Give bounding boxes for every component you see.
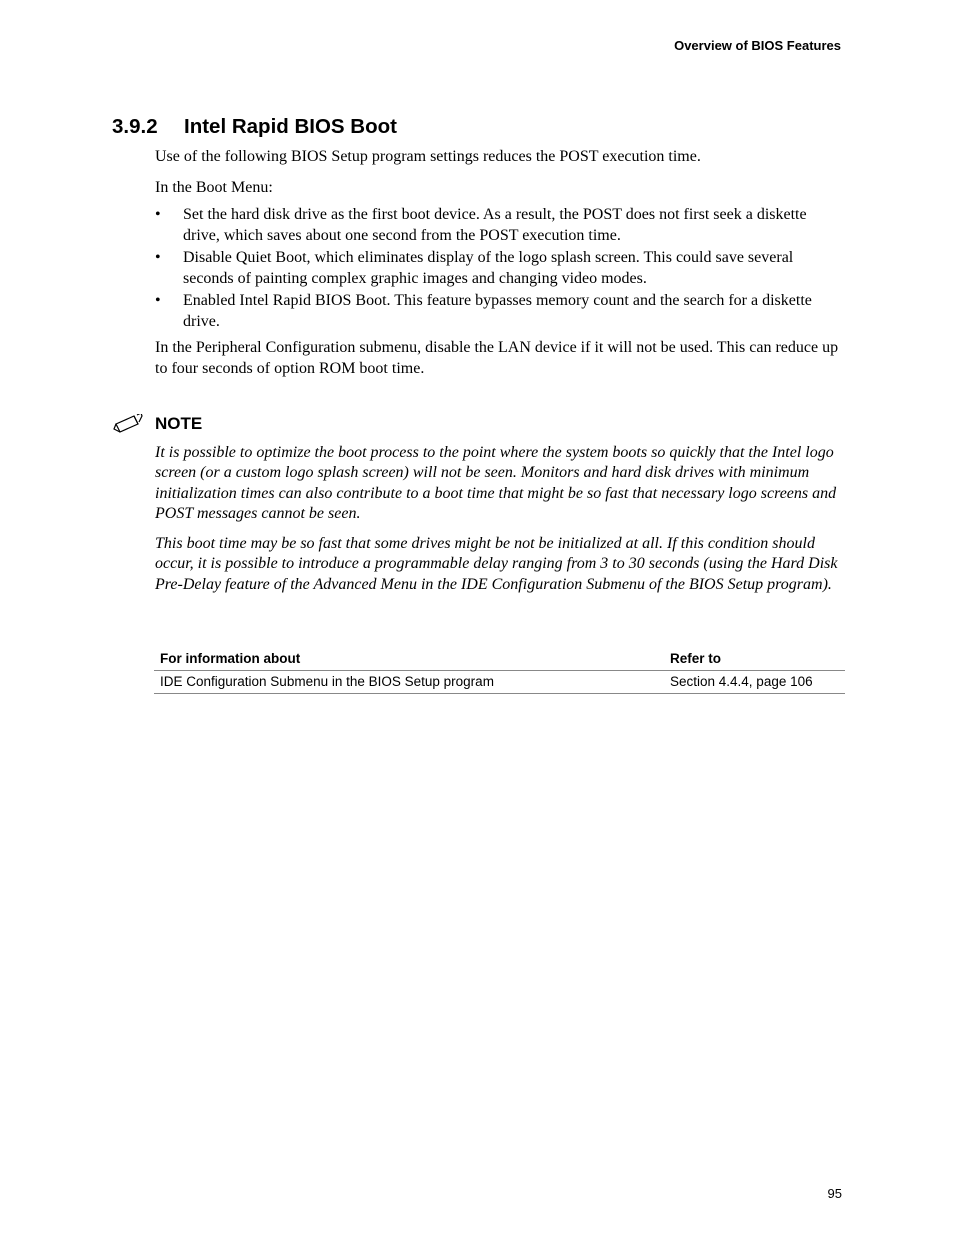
pencil-icon — [113, 414, 143, 434]
section-number: 3.9.2 — [112, 115, 158, 138]
table-cell: Section 4.4.4, page 106 — [664, 671, 845, 694]
peripheral-paragraph: In the Peripheral Configuration submenu, disable the LAN device if it will not be used. This can reduce up to four seconds of option ROM boot time. — [155, 339, 839, 377]
section-title: Intel Rapid BIOS Boot — [184, 115, 397, 138]
note-paragraph: It is possible to optimize the boot process to the point where the system boots so quickly that the Intel logo screen (or a custom logo splash screen) will not be seen. Monitors and hard disk drives with minimum initialization times can also contribute to a boot time that might be so fast that necessary logo screens and POST messages cannot be seen. — [155, 444, 837, 522]
list-item-text: Set the hard disk drive as the first boot device. As a result, the POST does not first seek a diskette drive, which saves about one second from the POST execution time. — [183, 206, 807, 244]
reference-table — [154, 649, 845, 694]
table-cell: IDE Configuration Submenu in the BIOS Setup program — [154, 671, 664, 694]
bullet-icon: • — [155, 292, 161, 309]
page-number: 95 — [827, 1186, 842, 1201]
running-header: Overview of BIOS Features — [674, 38, 841, 53]
list-item — [155, 248, 845, 289]
list-item — [155, 291, 845, 332]
bullet-icon: • — [155, 206, 161, 223]
boot-menu-lead: In the Boot Menu: — [155, 179, 273, 196]
table-header-row — [154, 649, 845, 671]
bullet-icon: • — [155, 249, 161, 266]
table-header-cell: For information about — [154, 649, 664, 671]
boot-menu-list — [155, 205, 845, 334]
list-item — [155, 205, 845, 246]
list-item-text: Enabled Intel Rapid BIOS Boot. This feature bypasses memory count and the search for a diskette drive. — [183, 292, 812, 330]
intro-paragraph: Use of the following BIOS Setup program settings reduces the POST execution time. — [155, 148, 701, 165]
section-heading — [112, 115, 397, 139]
table-header-cell: Refer to — [664, 649, 845, 671]
table-row — [154, 671, 845, 694]
note-paragraph: This boot time may be so fast that some drives might be not be initialized at all. If this condition should occur, it is possible to introduce a programmable delay ranging from 3 to 30 seconds (using the Hard Disk Pre-Delay feature of the Advanced Menu in the IDE Configuration Submenu of the BIOS Setup program). — [155, 535, 838, 593]
list-item-text: Disable Quiet Boot, which eliminates display of the logo splash screen. This could save several seconds of painting complex graphic images and changing video modes. — [183, 249, 794, 287]
note-title: NOTE — [155, 414, 203, 433]
